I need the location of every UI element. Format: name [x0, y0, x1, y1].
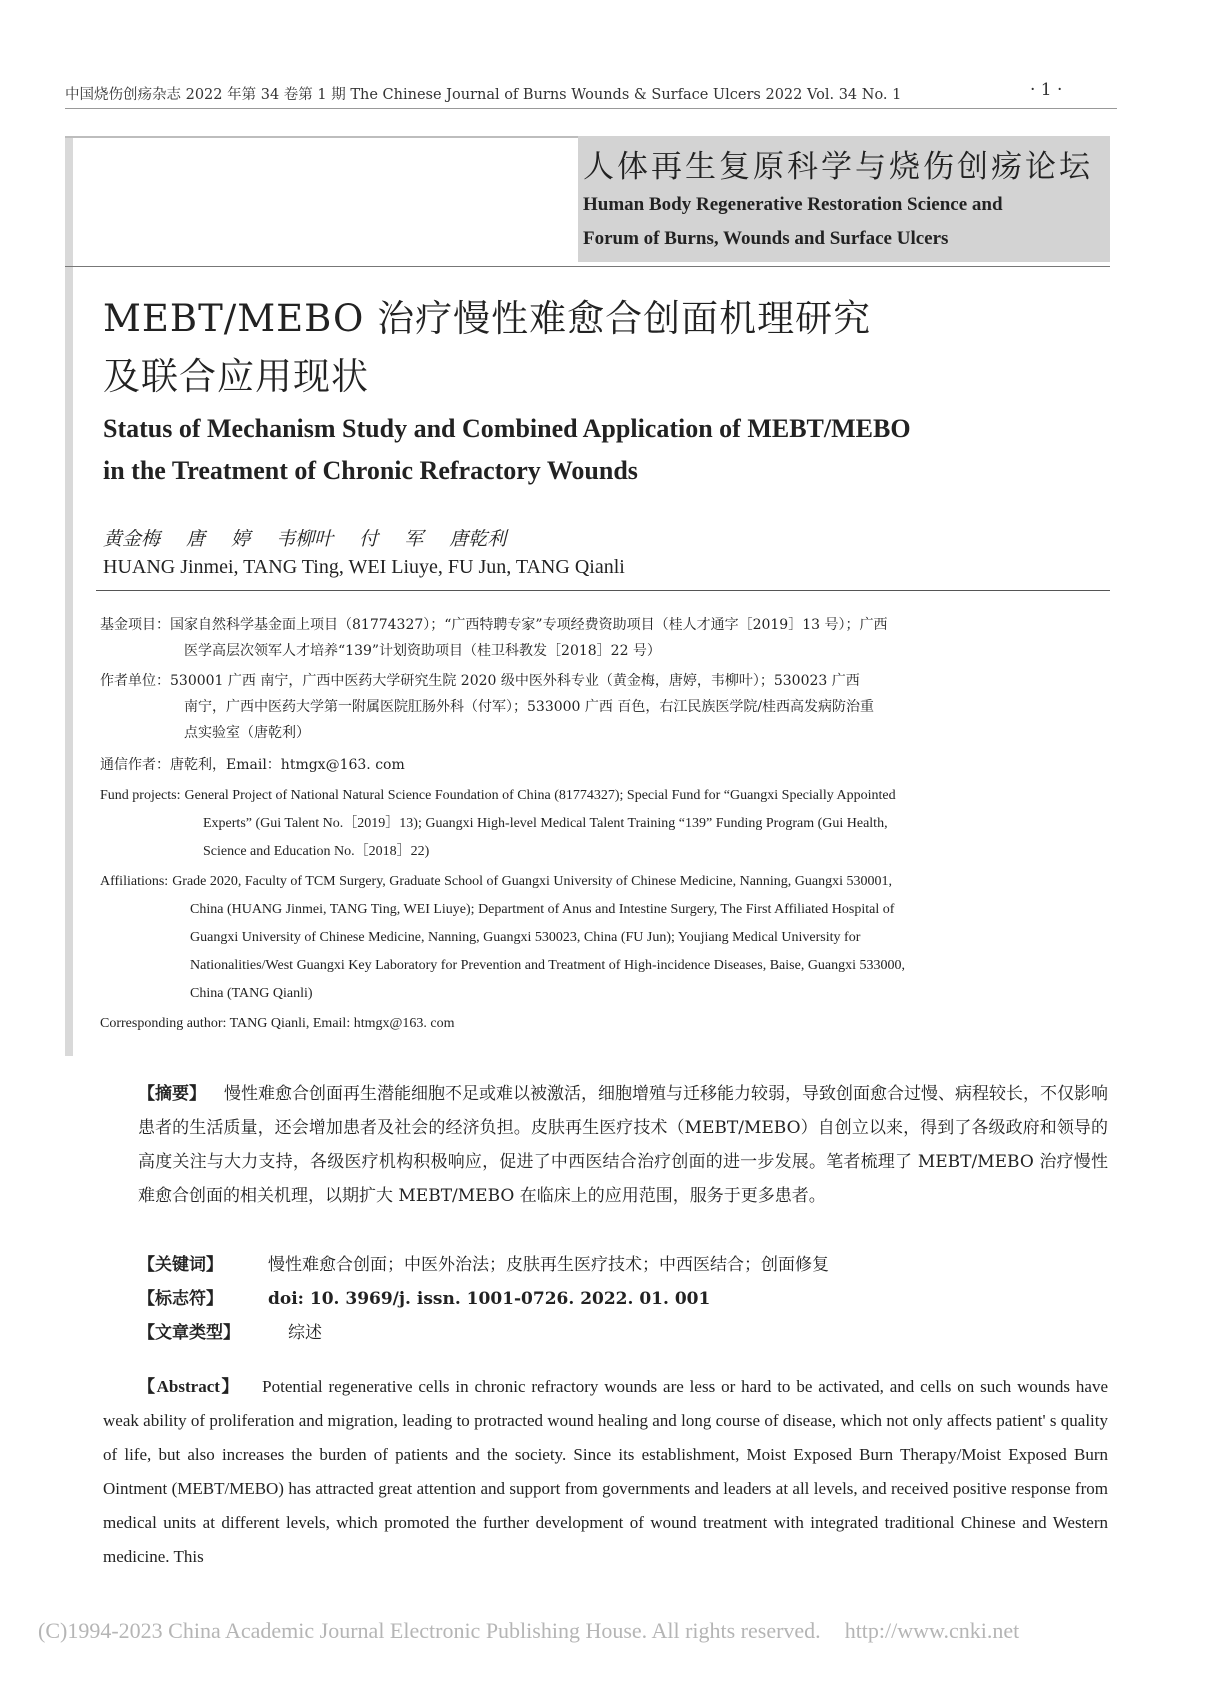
abstract-cn-label: 【摘要】 [138, 1084, 206, 1104]
fund-line2-cn: 医学高层次领军人才培养“139”计划资助项目（桂卫科教发［2018］22 号） [184, 643, 661, 659]
article-title-en-line1: Status of Mechanism Study and Combined Application of MEBT/MEBO [103, 414, 911, 443]
abstract-cn-text: 慢性难愈合创面再生潜能细胞不足或难以被激活，细胞增殖与迁移能力较弱，导致创面愈合过慢、病程较长，不仅影响患者的生活质量，还会增加患者及社会的经济负担。皮肤再生医疗技术（MEBT/MEBO）自创立以来，得到了各级政府和领导的高度关注与大力支持，各级医疗机构积极响应，促进了中西医结合治疗创面的进一步发展。笔者梳理了 MEBT/MEBO 治疗慢性难愈合创面的相关机理，以期扩大 MEBT/MEBO 在临床上的应用范围，服务于更多患者。 [138, 1084, 1108, 1206]
authors-rule [96, 590, 1110, 591]
abstract-en-text: Potential regenerative cells in chronic refractory wounds are less or hard to be activated, and cells on such wounds have weak ability of proliferation and migration, leading to protracted wound healing and long course of disease, which not only affects patient' s quality of life, but also increases the burden of patients and the society. Since its establishment, Moist Exposed Burn Therapy/Moist Exposed Burn Ointment (MEBT/MEBO) has attracted great attention and support from governments and leaders at all levels, and received positive response from medical units at different levels, which promoted the further development of wound treatment with integrated traditional Chinese and Western medicine. This [103, 1377, 1108, 1566]
forum-title-en-line1: Human Body Regenerative Restoration Science and [583, 194, 1003, 215]
abstract-cn [138, 1077, 1108, 1213]
forum-banner [578, 136, 1110, 262]
identifier-label: 【标志符】 [138, 1289, 223, 1309]
article-type-label: 【文章类型】 [138, 1323, 240, 1343]
top-rule [65, 136, 578, 138]
aff-line2-en: China (HUANG Jinmei, TANG Ting, WEI Liuye); Department of Anus and Intestine Surgery, The First Affiliated Hospital of [190, 902, 895, 917]
article-type [138, 1318, 322, 1343]
fund-line1-cn: 国家自然科学基金面上项目（81774327）；“广西特聘专家”专项经费资助项目（桂人才通字［2019］13 号）；广西 [170, 617, 888, 633]
article-title-cn [103, 290, 1083, 406]
aff-label-en: Affiliations: [100, 874, 169, 889]
keywords-text: 慢性难愈合创面；中医外治法；皮肤再生医疗技术；中西医结合；创面修复 [268, 1255, 829, 1275]
header-rule [65, 108, 1117, 109]
abstract-en [103, 1370, 1108, 1574]
aff-line1-cn: 530001 广西 南宁，广西中医药大学研究生院 2020 级中医外科专业（黄金梅，唐婷，韦柳叶）；530023 广西 [170, 673, 860, 689]
fund-projects-en [100, 782, 1110, 866]
corr-text-cn: 唐乾利，Email：htmgx@163. com [170, 757, 405, 773]
copyright-footer [38, 1618, 1019, 1644]
aff-line1-en: Grade 2020, Faculty of TCM Surgery, Graduate School of Guangxi University of Chinese Medicine, Nanning, Guangxi 530001, [172, 874, 893, 889]
page-number: · 1 · [1030, 80, 1063, 100]
running-head: 中国烧伤创疡杂志 2022 年第 34 卷第 1 期 The Chinese Journal of Burns Wounds & Surface Ulcers 2022 Vol. 34 No. 1 [65, 87, 902, 103]
affiliations-en [100, 868, 1110, 1008]
article-type-text: 综述 [288, 1323, 322, 1343]
corresponding-en [100, 1010, 1110, 1038]
fund-projects-cn [100, 612, 1110, 664]
fund-label-cn: 基金项目： [100, 617, 170, 633]
aff-label-cn: 作者单位： [100, 673, 170, 689]
aff-line3-en: Guangxi University of Chinese Medicine, Nanning, Guangxi 530023, China (FU Jun); Youjiang Medical University for [190, 930, 861, 945]
forum-rule [65, 266, 1110, 267]
fund-label-en: Fund projects: [100, 788, 181, 803]
authors-en: HUANG Jinmei, TANG Ting, WEI Liuye, FU Jun, TANG Qianli [103, 556, 625, 578]
aff-line3-cn: 点实验室（唐乾利） [184, 725, 310, 741]
corr-text-en: TANG Qianli, Email: htmgx@163. com [229, 1016, 455, 1031]
corr-label-cn: 通信作者： [100, 757, 170, 773]
article-title-cn-line1: MEBT/MEBO 治疗慢性难愈合创面机理研究 [103, 297, 872, 340]
aff-line5-en: China (TANG Qianli) [190, 986, 313, 1001]
left-margin-band [65, 136, 73, 1056]
article-title-en [103, 408, 1113, 492]
keywords-label: 【关键词】 [138, 1255, 223, 1275]
authors-cn: 黄金梅 唐 婷 韦柳叶 付 军 唐乾利 [103, 528, 507, 550]
identifier [138, 1284, 710, 1309]
article-title-en-line2: in the Treatment of Chronic Refractory Wounds [103, 456, 638, 485]
forum-title-cn: 人体再生复原科学与烧伤创疡论坛 [583, 149, 1093, 185]
copyright-text: (C)1994-2023 China Academic Journal Electronic Publishing House. All rights reserved. [38, 1618, 821, 1643]
fund-line2-en: Experts” (Gui Talent No.［2019］13); Guangxi High-level Medical Talent Training “139” Funding Program (Gui Health, [203, 816, 888, 831]
aff-line2-cn: 南宁，广西中医药大学第一附属医院肛肠外科（付军）；533000 广西 百色，右江民族医学院/桂西高发病防治重 [184, 699, 875, 715]
forum-title-en-line2: Forum of Burns, Wounds and Surface Ulcers [583, 228, 949, 249]
aff-line4-en: Nationalities/West Guangxi Key Laboratory for Prevention and Treatment of High-incidence Diseases, Baise, Guangxi 533000, [190, 958, 906, 973]
article-title-cn-line2: 及联合应用现状 [103, 355, 369, 398]
keywords [138, 1250, 829, 1275]
fund-line3-en: Science and Education No.［2018］22) [203, 844, 430, 859]
abstract-en-label: 【Abstract】 [138, 1377, 241, 1396]
doi-text: doi: 10. 3969/j. issn. 1001-0726. 2022. 01. 001 [268, 1289, 711, 1309]
footer-url: http://www.cnki.net [844, 1618, 1020, 1643]
corr-label-en: Corresponding author: [100, 1016, 227, 1031]
corresponding-cn [100, 752, 1110, 778]
fund-line1-en: General Project of National Natural Science Foundation of China (81774327); Special Fund for “Guangxi Specially Appointed [184, 788, 896, 803]
affiliations-cn [100, 668, 1110, 746]
